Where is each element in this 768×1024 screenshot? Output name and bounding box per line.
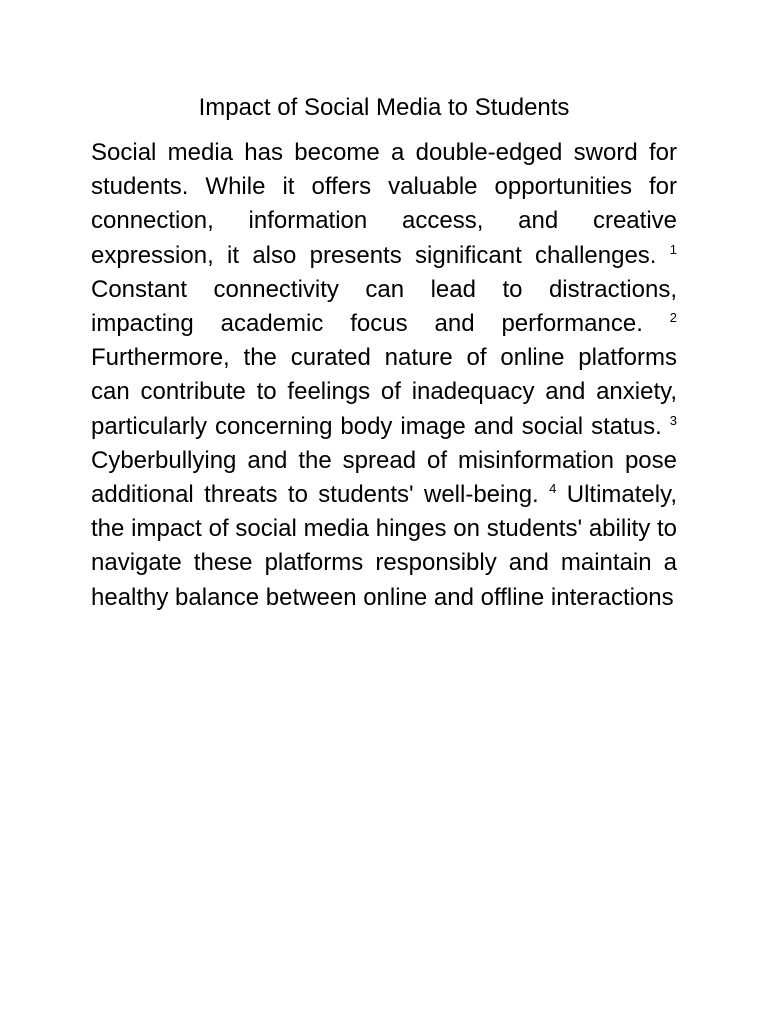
footnote-marker-4: 4 <box>549 481 557 497</box>
footnote-marker-2: 2 <box>669 310 677 326</box>
text-segment-5: Ultimately, the impact of social media hinges on students' ability to navigate these platforms responsibly and maintain a healthy balance between online and offline interactions <box>91 481 677 611</box>
footnote-marker-3: 3 <box>669 412 678 428</box>
document-title: Impact of Social Media to Students <box>198 94 570 121</box>
text-segment-2: Constant connectivity can lead to distractions, impacting academic focus and performance. <box>91 275 677 338</box>
text-segment-4: Cyberbullying and the spread of misinformation pose additional threats to students' well-being. <box>91 446 677 509</box>
text-segment-1: Social media has become a double-edged sword for students. While it offers valuable opportunities for connection, information access, and creative expression, it also presents significant challenges. <box>91 139 677 269</box>
text-segment-3: Furthermore, the curated nature of online platforms can contribute to feelings of inadequacy and anxiety, particularly concerning body image and social status. <box>91 344 677 440</box>
footnote-marker-1: 1 <box>669 241 677 257</box>
body-paragraph <box>91 136 677 615</box>
